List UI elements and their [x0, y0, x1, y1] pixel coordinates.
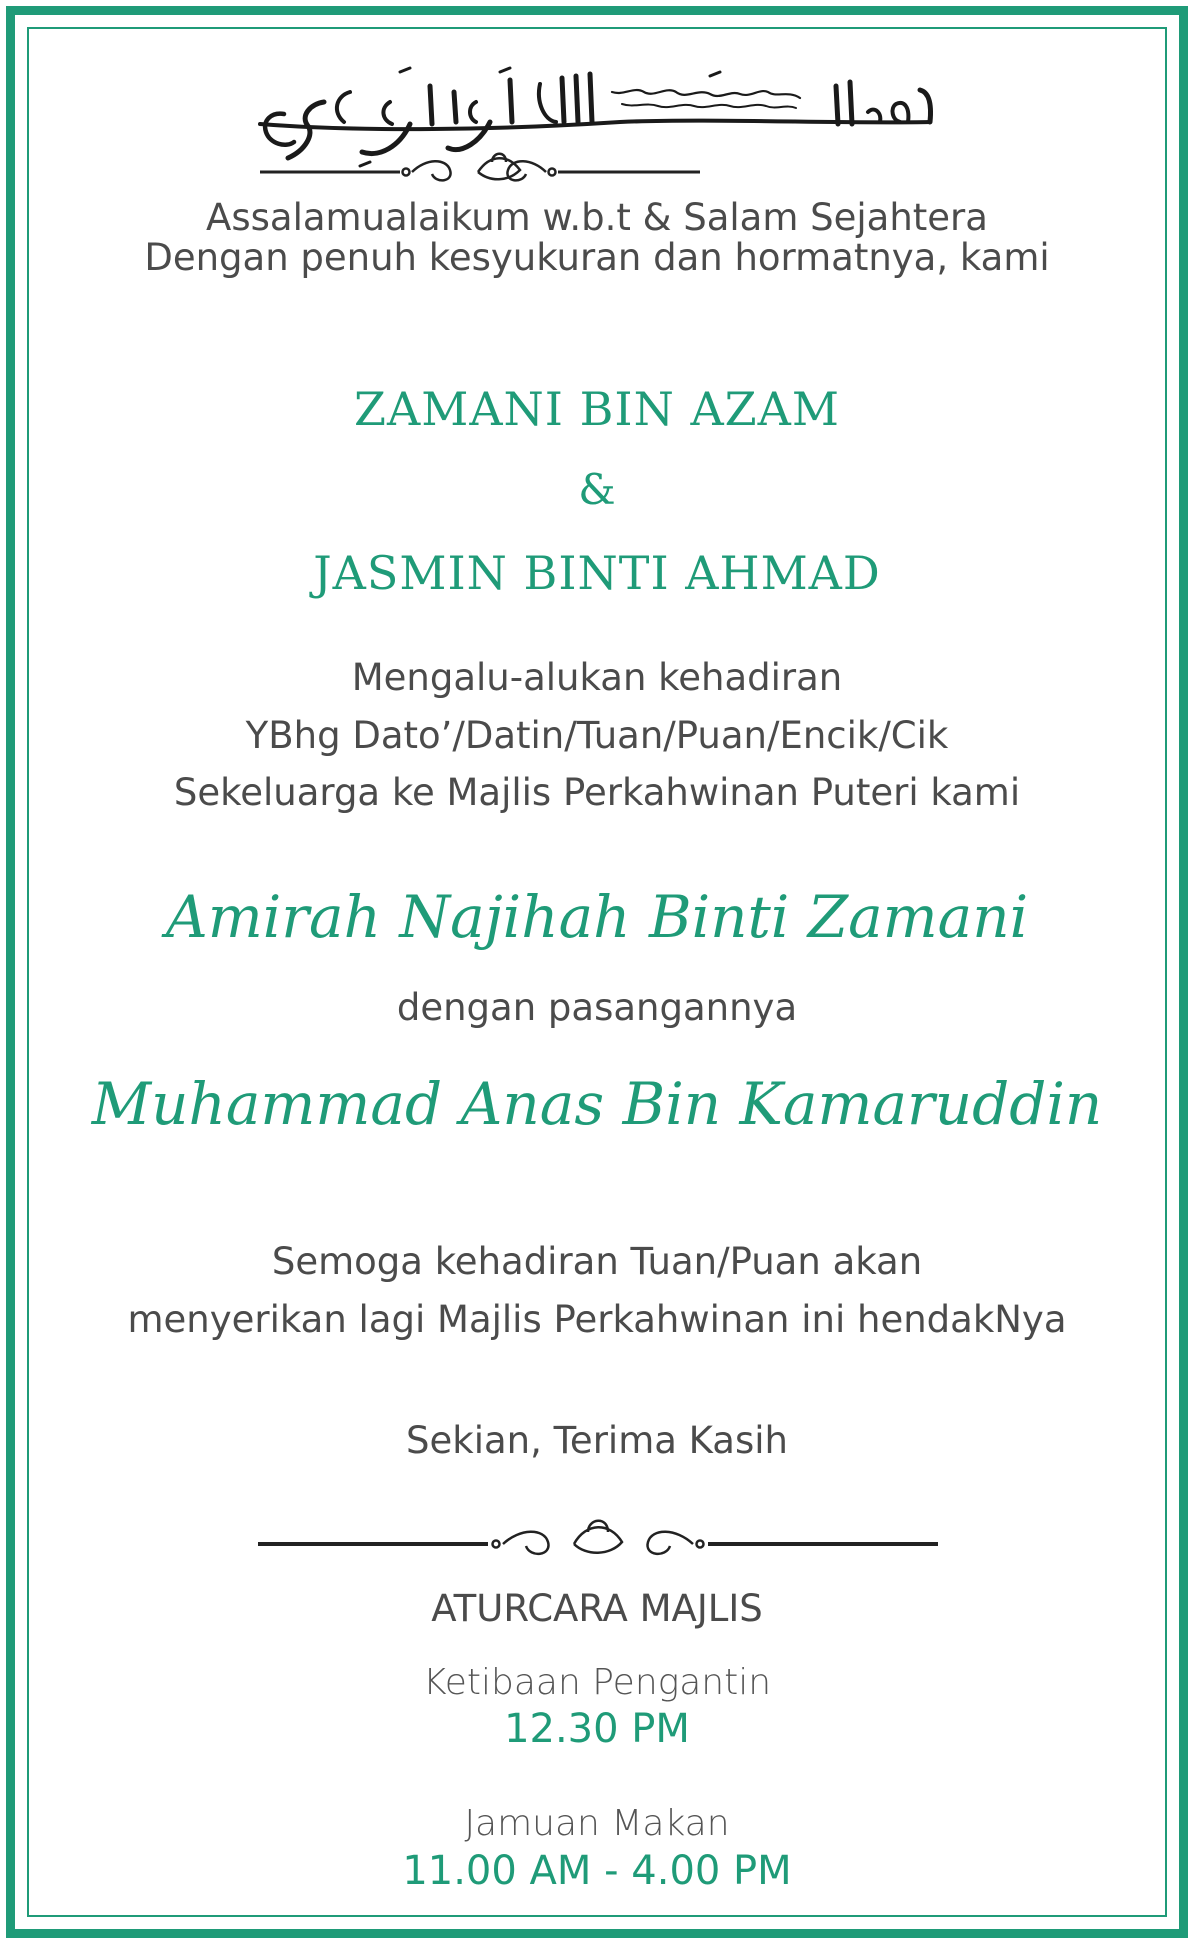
greeting-line-2: Dengan penuh kesyukuran dan hormatnya, kami [144, 236, 1050, 279]
closing-line-2: menyerikan lagi Majlis Perkahwinan ini hendakNya [127, 1298, 1067, 1341]
host-name-1: ZAMANI BIN AZAM [354, 382, 840, 436]
bride-name: Amirah Najihah Binti Zamani [165, 883, 1029, 951]
closing-line-1: Semoga kehadiran Tuan/Puan akan [271, 1240, 923, 1283]
invitation-line-1: Mengalu-alukan kehadiran [351, 656, 843, 699]
bismillah-calligraphy [240, 62, 950, 192]
invitation-line-2: YBhg Dato’/Datin/Tuan/Puan/Encik/Cik [245, 714, 949, 757]
event-time-meal: 11.00 AM - 4.00 PM [402, 1848, 792, 1894]
couple-connector: dengan pasangannya [396, 986, 798, 1029]
schedule-title: ATURCARA MAJLIS [431, 1587, 763, 1630]
ampersand: & [578, 465, 616, 514]
ornament-divider [258, 1500, 938, 1560]
closing-thanks: Sekian, Terima Kasih [406, 1419, 788, 1462]
event-label-meal: Jamuan Makan [464, 1803, 730, 1844]
greeting-line-1: Assalamualaikum w.b.t & Salam Sejahtera [206, 196, 988, 239]
event-label-arrival: Ketibaan Pengantin [422, 1662, 772, 1703]
groom-name: Muhammad Anas Bin Kamaruddin [91, 1070, 1103, 1138]
inner-border [27, 27, 1167, 1917]
event-time-arrival: 12.30 PM [504, 1706, 690, 1752]
host-name-2: JASMIN BINTI AHMAD [313, 546, 881, 600]
invitation-line-3: Sekeluarga ke Majlis Perkahwinan Puteri kami [173, 771, 1021, 814]
